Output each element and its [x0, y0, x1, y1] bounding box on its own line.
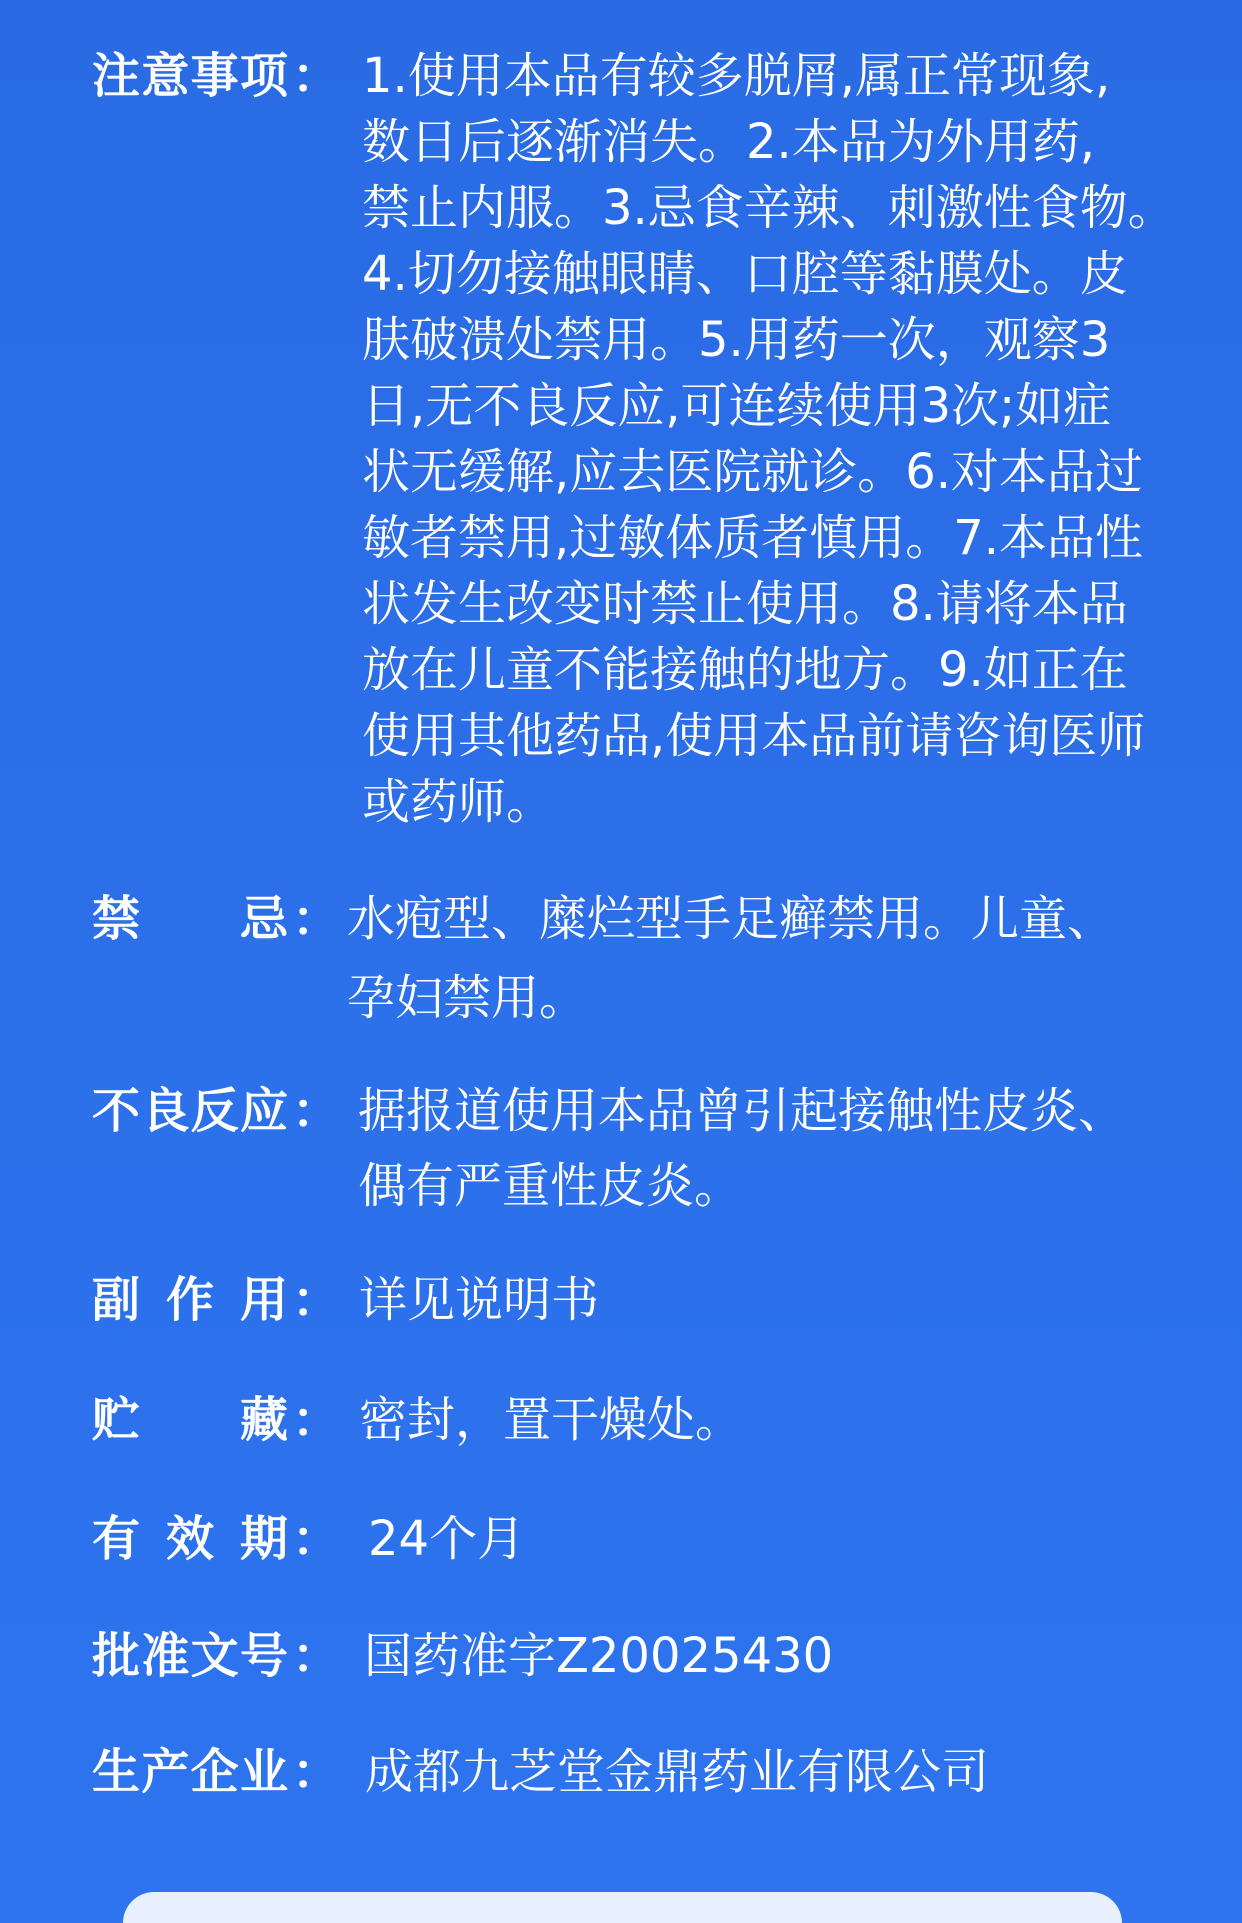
- precautions-label: [92, 43, 341, 109]
- adverse-reactions-label-text: [92, 1074, 288, 1149]
- contraindications-text: [347, 880, 1115, 1038]
- label-char: 作: [165, 1272, 214, 1328]
- label-colon: ：: [292, 48, 341, 104]
- precautions-text-line: 4.切勿接触眼睛、口腔等黏膜处。皮: [362, 246, 1128, 302]
- label-char: 期: [239, 1511, 288, 1567]
- label-char: 应: [239, 1083, 288, 1139]
- precautions-text-line: 日,无不良反应,可连续使用3次;如症: [362, 378, 1112, 434]
- label-char: 产: [141, 1744, 190, 1800]
- precautions-text-line: 数日后逐渐消失。2.本品为外用药,: [362, 114, 1096, 170]
- label-char: 项: [239, 48, 288, 104]
- adverse-reactions-text-line: 偶有严重性皮炎。: [358, 1158, 743, 1214]
- precautions-text-line: 禁止内服。3.忌食辛辣、刺激性食物。: [362, 180, 1176, 236]
- storage-text-line: 密封，置干燥处。: [359, 1392, 744, 1448]
- side-effects-label: [92, 1267, 341, 1333]
- adverse-reactions-text: [358, 1074, 1126, 1224]
- label-char: 藏: [239, 1392, 288, 1448]
- validity-period-text: [368, 1506, 525, 1572]
- manufacturer-label-text: [92, 1739, 288, 1805]
- precautions-text-line: 状无缓解,应去医院就诊。6.对本品过: [362, 444, 1144, 500]
- label-char: 副: [92, 1272, 141, 1328]
- side-effects-text-line: 详见说明书: [359, 1272, 600, 1328]
- label-colon: ：: [292, 1511, 341, 1567]
- label-char: 准: [141, 1628, 190, 1684]
- adverse-reactions-text-line: 据报道使用本品曾引起接触性皮炎、: [358, 1083, 1127, 1139]
- label-colon: ：: [292, 1392, 341, 1448]
- approval-number-label: [92, 1623, 341, 1689]
- label-char: 忌: [239, 891, 288, 947]
- storage-label-text: [92, 1387, 288, 1453]
- label-char: 效: [165, 1511, 214, 1567]
- storage-text: [359, 1387, 743, 1453]
- approval-number-label-text: [92, 1623, 288, 1689]
- label-colon: ：: [292, 1083, 341, 1139]
- label-char: 良: [141, 1083, 190, 1139]
- precautions-text-line: 敏者禁用,过敏体质者慎用。7.本品性: [362, 510, 1144, 566]
- label-char: 有: [92, 1511, 141, 1567]
- label-colon: ：: [292, 1272, 341, 1328]
- validity-period-text-line: 24个月: [368, 1511, 526, 1567]
- label-colon: ：: [292, 1628, 341, 1684]
- precautions-text: [362, 43, 1176, 835]
- manufacturer-text-line: 成都九芝堂金鼎药业有限公司: [365, 1744, 990, 1800]
- label-char: 禁: [92, 891, 141, 947]
- side-effects-label-text: [92, 1267, 288, 1333]
- label-char: 注: [92, 48, 141, 104]
- contraindications-text-line: 水疱型、糜烂型手足癣禁用。儿童、: [347, 891, 1116, 947]
- label-char: 文: [190, 1628, 239, 1684]
- contraindications-label-text: [92, 880, 288, 959]
- label-char: 号: [239, 1628, 288, 1684]
- approval-number-text: [364, 1623, 833, 1689]
- precautions-text-line: 1.使用本品有较多脱屑,属正常现象,: [362, 48, 1111, 104]
- label-char: 用: [239, 1272, 288, 1328]
- label-char: 意: [141, 48, 190, 104]
- label-colon: ：: [292, 1744, 341, 1800]
- label-char: 业: [239, 1744, 288, 1800]
- precautions-label-text: [92, 43, 288, 109]
- approval-number-text-line: 国药准字Z20025430: [364, 1628, 834, 1684]
- contraindications-label: [92, 880, 341, 959]
- side-effects-text: [359, 1267, 599, 1333]
- precautions-text-line: 或药师。: [362, 774, 555, 830]
- precautions-text-line: 肤破溃处禁用。5.用药一次，观察3: [362, 312, 1111, 368]
- manufacturer-text: [365, 1739, 989, 1805]
- label-char: 反: [190, 1083, 239, 1139]
- precautions-text-line: 放在儿童不能接触的地方。9.如正在: [362, 642, 1128, 698]
- label-char: 不: [92, 1083, 141, 1139]
- bottom-card: [123, 1892, 1122, 1923]
- validity-period-label-text: [92, 1506, 288, 1572]
- storage-label: [92, 1387, 341, 1453]
- label-char: 事: [190, 48, 239, 104]
- label-colon: ：: [292, 891, 341, 947]
- label-char: 企: [190, 1744, 239, 1800]
- label-char: 批: [92, 1628, 141, 1684]
- manufacturer-label: [92, 1739, 341, 1805]
- validity-period-label: [92, 1506, 341, 1572]
- contraindications-text-line: 孕妇禁用。: [347, 970, 588, 1026]
- label-char: 贮: [92, 1392, 141, 1448]
- precautions-text-line: 使用其他药品,使用本品前请咨询医师: [362, 708, 1146, 764]
- adverse-reactions-label: [92, 1074, 341, 1149]
- label-char: 生: [92, 1744, 141, 1800]
- precautions-text-line: 状发生改变时禁止使用。8.请将本品: [362, 576, 1128, 632]
